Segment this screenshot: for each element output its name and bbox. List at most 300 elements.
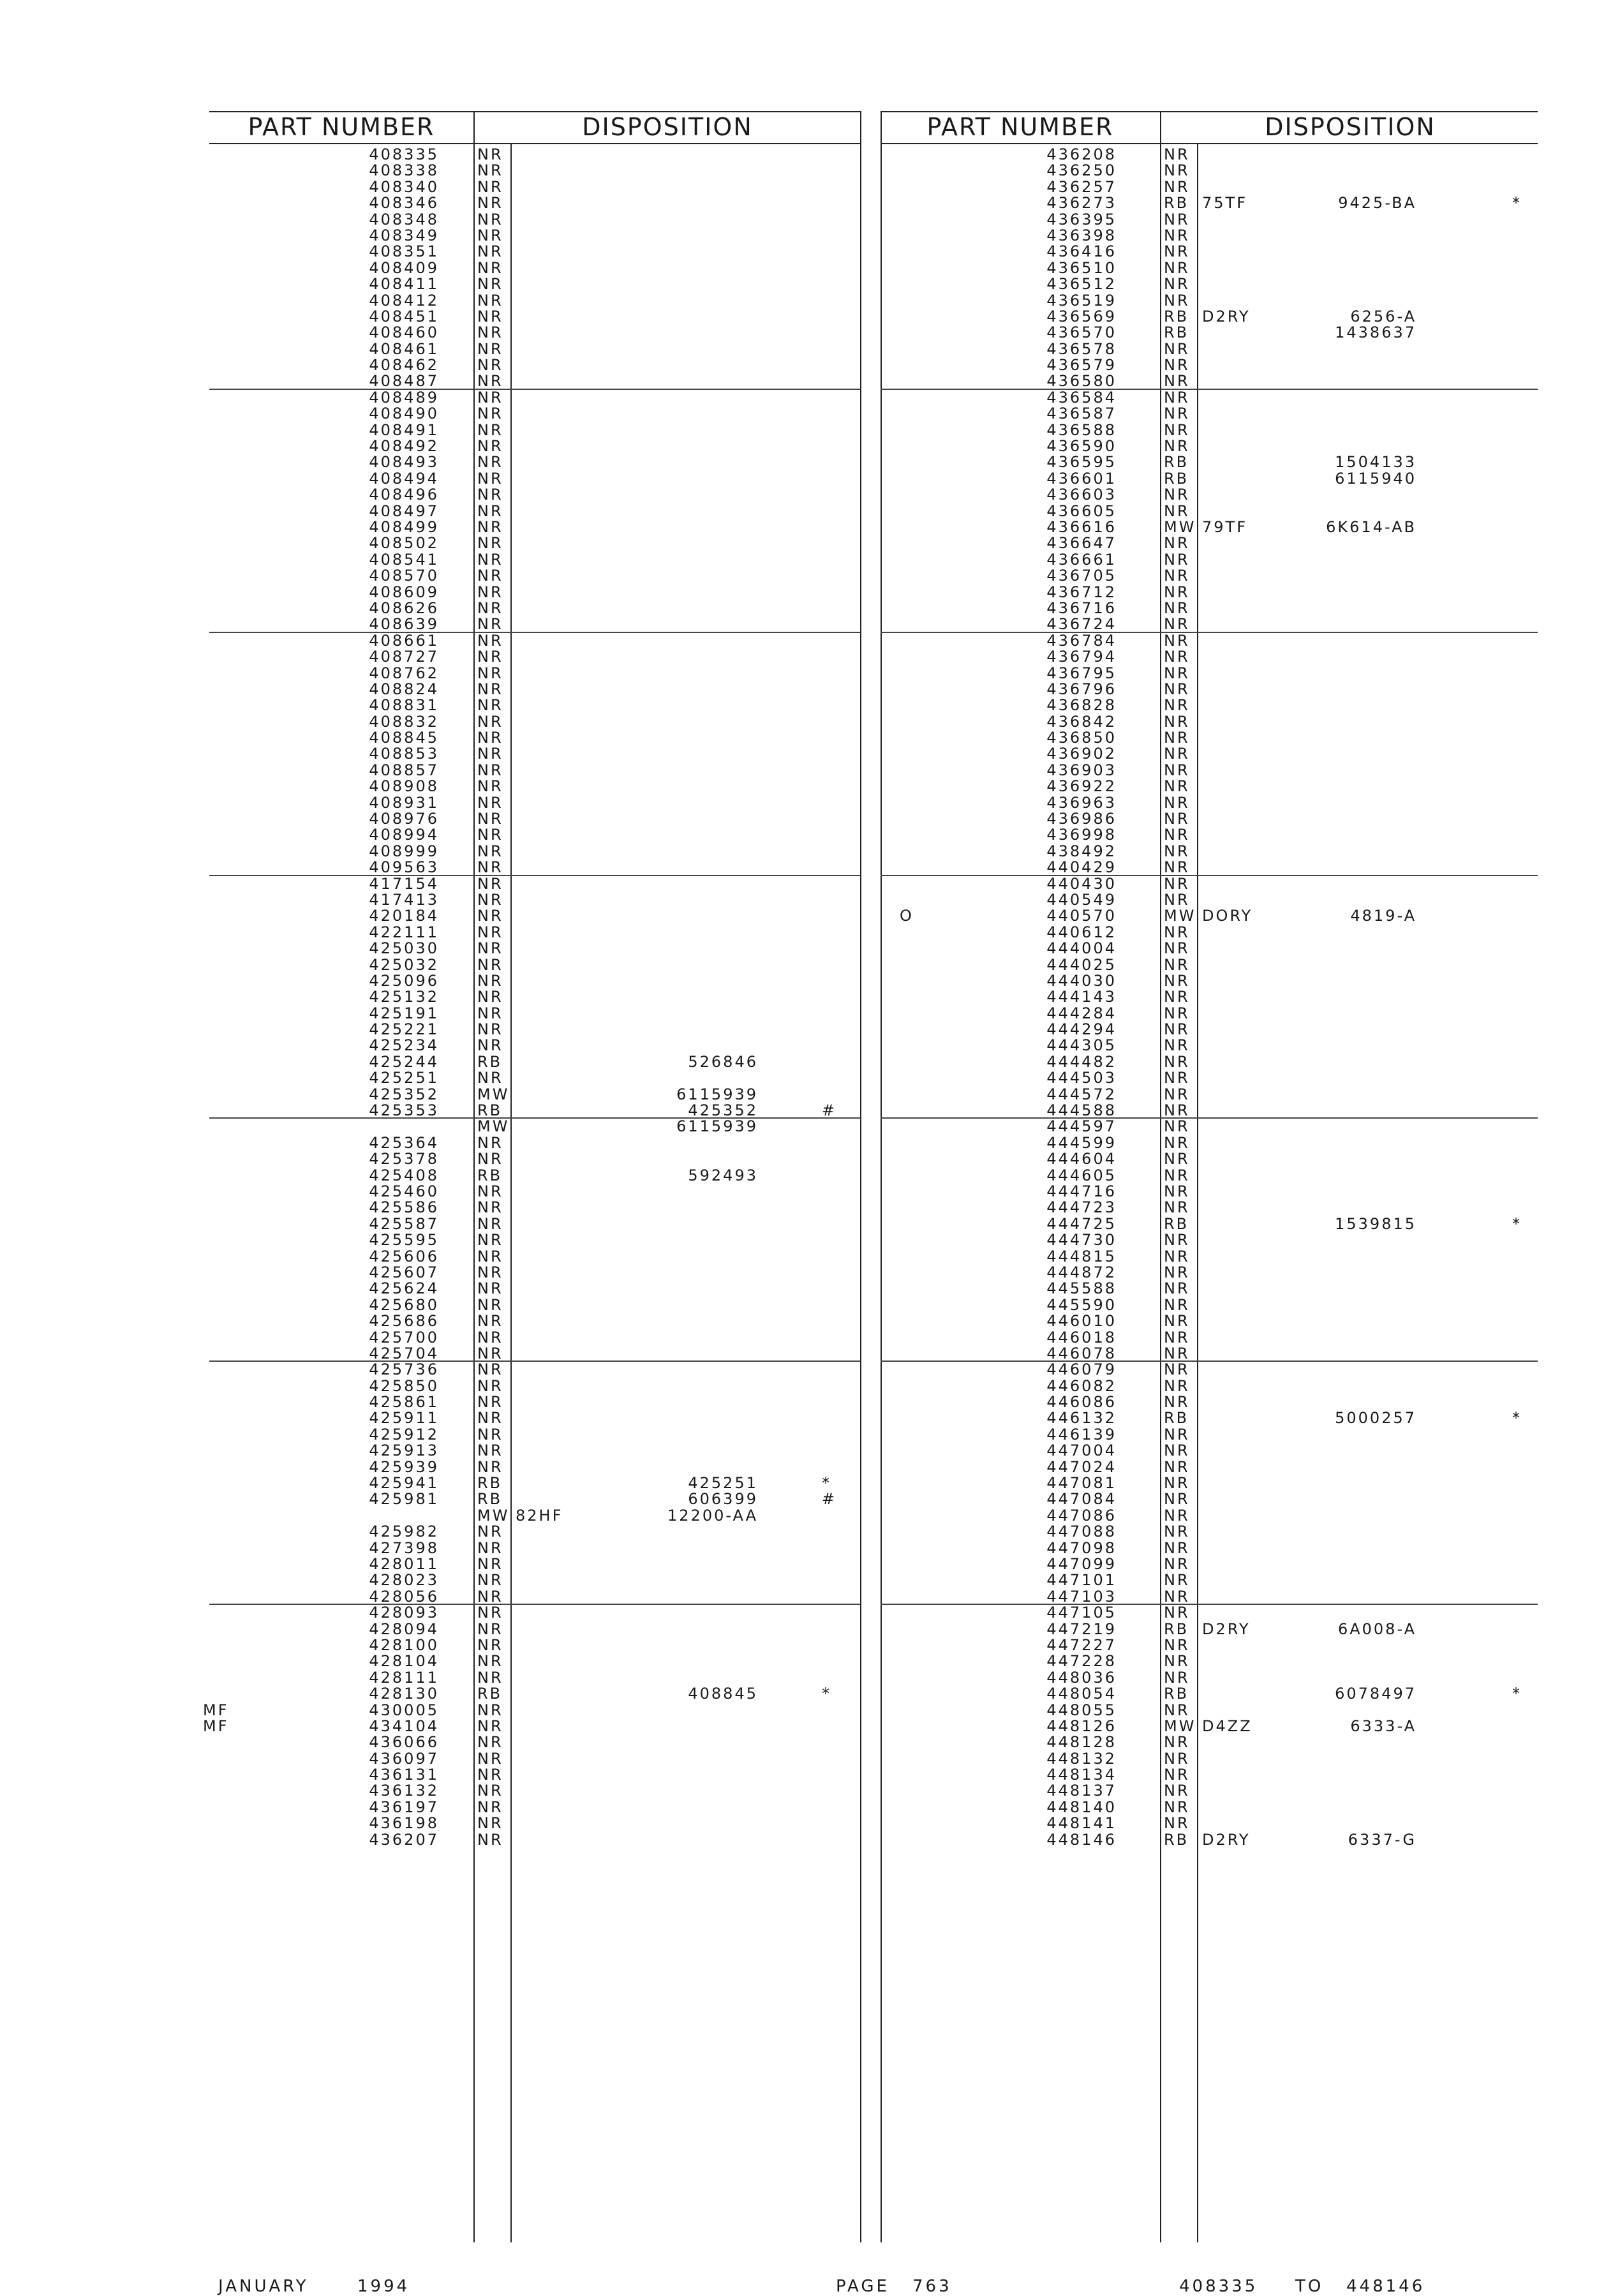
part-number: 446010 [1046,1312,1117,1331]
table-row [203,1701,860,1719]
table-row [209,779,860,794]
part-number: 436842 [1046,712,1117,731]
table-row [209,195,860,211]
part-number: 436519 [1046,291,1117,309]
disposition-code: NR [1164,161,1190,180]
disposition-code: NR [1164,1604,1190,1622]
table-row [209,682,860,697]
part-number: 425911 [369,1409,439,1428]
table-row [209,1265,860,1281]
part-number: 430005 [369,1701,439,1719]
part-number: 448055 [1046,1701,1117,1719]
disposition-code: NR [1164,1133,1190,1152]
disposition-prefix: D2RY [1202,307,1251,325]
part-number: 425364 [369,1133,439,1152]
table-row [209,1362,860,1378]
disposition-code: NR [1164,955,1190,974]
part-number: 444030 [1046,971,1117,990]
table-row [209,811,860,827]
part-number: 448126 [1046,1717,1117,1735]
disposition-code: NR [477,810,503,828]
table-row [209,438,860,454]
disposition-code: NR [1164,1523,1190,1541]
part-number: 444503 [1046,1069,1117,1087]
part-number: 408409 [369,258,439,277]
part-number: 446079 [1046,1360,1117,1379]
table-row [881,535,1538,551]
disposition-code: NR [1164,372,1190,391]
table-row [209,649,860,665]
part-number: 408762 [369,664,439,682]
table-row [881,1718,1538,1734]
part-number: 408349 [369,226,439,244]
table-row [881,163,1538,179]
disposition-code: NR [1164,1587,1190,1606]
table-row [881,1200,1538,1216]
replacement-part: 6256-A [1350,307,1416,325]
disposition-code: NR [1164,1166,1190,1184]
part-number: 408494 [369,469,439,488]
disposition-code: RB [1164,1830,1189,1849]
table-row [881,1783,1538,1799]
part-number: 408451 [369,307,439,325]
part-number: 408727 [369,648,439,666]
disposition-code: NR [1164,1020,1190,1039]
disposition-code: NR [1164,599,1190,617]
disposition-code: NR [1164,405,1190,423]
part-number: 408570 [369,567,439,585]
table-row [881,1540,1538,1556]
disposition-code: NR [477,1620,503,1638]
part-number: 408348 [369,210,439,228]
part-number: 408460 [369,324,439,342]
part-number: 447088 [1046,1523,1117,1541]
table-row [209,325,860,341]
table-row [209,1410,860,1426]
disposition-code: NR [1164,1652,1190,1671]
header-bottom-rule [209,143,860,144]
row-flag: MF [203,1701,229,1719]
disposition-code: NR [1164,971,1190,990]
disposition-code: NR [477,486,503,504]
disposition-code: MW [1164,1717,1196,1735]
part-number: 440430 [1046,874,1117,893]
disposition-code: MW [477,1085,510,1103]
table-row [209,1508,860,1524]
part-number: 428056 [369,1587,439,1606]
disposition-code: NR [477,599,503,617]
part-number: 408824 [369,680,439,698]
part-number: 444025 [1046,955,1117,974]
table-row [881,1151,1538,1167]
part-number: 408994 [369,826,439,844]
part-number: 444004 [1046,939,1117,958]
table-row [881,228,1538,244]
disposition-code: NR [477,1425,503,1443]
part-number: 444284 [1046,1004,1117,1022]
disposition-code: NR [477,1231,503,1249]
disposition-code: NR [1164,793,1190,812]
disposition-code: RB [1164,1409,1189,1428]
table-row [209,147,860,163]
disposition-code: NR [1164,356,1190,375]
disposition-code: NR [1164,1117,1190,1136]
replacement-part: 5000257 [1335,1409,1416,1428]
disposition-code: NR [1164,1442,1190,1460]
table-row [881,1459,1538,1475]
part-number: 444572 [1046,1085,1117,1103]
disposition-code: NR [477,1668,503,1687]
part-number: 444482 [1046,1052,1117,1071]
table-row [209,1800,860,1815]
right-disposition-header: DISPOSITION [1265,113,1436,141]
table-row [881,1751,1538,1767]
part-number: 436647 [1046,534,1117,553]
disposition-code: NR [1164,826,1190,844]
disposition-code: NR [477,1150,503,1168]
disposition-code: NR [477,955,503,974]
table-row [209,876,860,892]
part-number: 408609 [369,583,439,601]
disposition-code: RB [1164,453,1189,472]
part-number: 420184 [369,907,439,925]
disposition-code: NR [477,550,503,569]
table-row [209,1751,860,1767]
table-row [881,1378,1538,1394]
table-row [209,212,860,228]
table-row [209,1540,860,1556]
part-number: 447081 [1046,1474,1117,1493]
part-number: 436198 [369,1814,439,1833]
disposition-prefix: 79TF [1202,518,1248,536]
disposition-code: MW [1164,518,1196,536]
table-row [209,373,860,389]
table-row [209,1297,860,1313]
table-row [209,908,860,924]
table-row [209,925,860,941]
left-disposition-header: DISPOSITION [582,113,753,141]
part-number: 436850 [1046,729,1117,747]
disposition-code: NR [477,988,503,1006]
replacement-part: 1539815 [1335,1214,1416,1233]
disposition-code: NR [1164,1539,1190,1557]
table-row [881,1800,1538,1815]
table-row [209,519,860,535]
part-number: 436207 [369,1830,439,1849]
table-row [881,1572,1538,1588]
table-row [881,1168,1538,1184]
table-row [209,487,860,503]
disposition-code: NR [477,1830,503,1849]
disposition-code: NR [477,1328,503,1346]
table-row [209,1459,860,1475]
part-number: 436590 [1046,437,1117,456]
table-row [209,1216,860,1232]
table-row [209,1653,860,1669]
disposition-code: NR [1164,615,1190,634]
table-row [881,1491,1538,1507]
table-row [881,438,1538,454]
disposition-code: NR [1164,842,1190,860]
disposition-code: NR [477,696,503,715]
disposition-code: NR [1164,534,1190,553]
disposition-code: NR [477,907,503,925]
part-number: 408931 [369,793,439,812]
part-number: 425861 [369,1393,439,1412]
table-row [881,1232,1538,1248]
disposition-code: NR [1164,1101,1190,1120]
disposition-code: NR [477,1004,503,1022]
table-row [209,892,860,908]
table-row [881,1054,1538,1070]
table-row [881,1686,1538,1702]
part-number: 436595 [1046,453,1117,472]
disposition-code: NR [477,712,503,731]
part-number: 447227 [1046,1636,1117,1654]
disposition-code: NR [1164,696,1190,715]
disposition-code: NR [1164,550,1190,569]
disposition-code: NR [477,1539,503,1557]
table-row [881,454,1538,470]
disposition-code: NR [1164,1069,1190,1087]
disposition-prefix: D2RY [1202,1830,1251,1849]
replacement-part: 6A008-A [1337,1620,1416,1638]
table-row [881,730,1538,746]
table-row [881,373,1538,389]
table-row [881,1362,1538,1378]
row-mark: # [822,1490,837,1509]
disposition-code: NR [1164,761,1190,779]
disposition-code: NR [1164,275,1190,294]
table-row [209,1556,860,1572]
part-number: 436273 [1046,194,1117,212]
part-number: 425941 [369,1474,439,1493]
disposition-code: RB [1164,1214,1189,1233]
disposition-code: MW [477,1117,510,1136]
table-row [881,1556,1538,1572]
table-row [881,1022,1538,1038]
part-number: 444723 [1046,1198,1117,1217]
table-row [881,1589,1538,1605]
part-number: 444725 [1046,1214,1117,1233]
table-row [209,422,860,438]
replacement-part: 592493 [688,1166,758,1184]
disposition-code: NR [477,1571,503,1590]
disposition-code: NR [477,745,503,763]
disposition-code: NR [477,1247,503,1265]
disposition-code: NR [477,648,503,666]
part-number: 436784 [1046,631,1117,650]
footer-range-to-label: TO [1295,2277,1324,2296]
table-row [209,1621,860,1637]
table-row [209,1491,860,1507]
row-mark: * [1512,1685,1522,1703]
table-row [209,1443,860,1459]
row-mark: * [822,1474,831,1493]
part-number: 436197 [369,1798,439,1816]
replacement-part: 4819-A [1350,907,1416,925]
disposition-code: NR [1164,648,1190,666]
row-mark: * [822,1685,831,1703]
table-row [209,1038,860,1054]
disposition-code: NR [1164,1425,1190,1443]
disposition-code: NR [477,388,503,406]
disposition-code: NR [477,275,503,294]
disposition-code: NR [1164,502,1190,520]
part-number: 446132 [1046,1409,1117,1428]
disposition-code: NR [477,177,503,196]
table-row [881,568,1538,584]
disposition-code: NR [477,1182,503,1200]
replacement-part: 6K614-AB [1326,518,1416,536]
disposition-code: NR [1164,258,1190,277]
table-row [881,682,1538,697]
table-row [881,260,1538,276]
disposition-code: NR [1164,1766,1190,1784]
part-number: 408908 [369,777,439,796]
table-row [881,357,1538,373]
disposition-code: NR [1164,1344,1190,1362]
disposition-code: NR [477,1360,503,1379]
part-number: 408661 [369,631,439,650]
table-row [209,471,860,487]
table-row [209,1605,860,1621]
disposition-code: NR [1164,1085,1190,1103]
part-number: 440429 [1046,858,1117,877]
table-row [881,1281,1538,1297]
part-number: 425913 [369,1442,439,1460]
part-number: 448137 [1046,1782,1117,1800]
disposition-code: NR [477,971,503,990]
footer-range-to: 448146 [1346,2277,1425,2296]
table-row [209,666,860,682]
table-row [881,1087,1538,1103]
table-row [881,1038,1538,1054]
disposition-code: NR [1164,1376,1190,1395]
part-number: 436603 [1046,486,1117,504]
table-row [881,1815,1538,1831]
part-number: 428100 [369,1636,439,1654]
disposition-code: NR [1164,1636,1190,1654]
part-number: 428130 [369,1685,439,1703]
table-row [209,730,860,746]
part-number: 408351 [369,242,439,261]
disposition-code: NR [1164,1360,1190,1379]
disposition-code: NR [477,405,503,423]
part-number: 444716 [1046,1182,1117,1200]
part-number: 436963 [1046,793,1117,812]
table-row [881,1767,1538,1783]
table-row [881,1184,1538,1200]
part-number: 436569 [1046,307,1117,325]
part-number: 447228 [1046,1652,1117,1671]
part-number: 436570 [1046,324,1117,342]
part-number: 408493 [369,453,439,472]
disposition-code: NR [477,1295,503,1314]
table-row [881,552,1538,568]
part-number: 425981 [369,1490,439,1509]
part-number: 408340 [369,177,439,196]
table-row [881,633,1538,649]
table-row [209,568,860,584]
table-row [209,1427,860,1443]
part-number: 425353 [369,1101,439,1120]
disposition-code: NR [1164,1749,1190,1768]
part-number: 436724 [1046,615,1117,634]
table-row [881,212,1538,228]
part-number: 448146 [1046,1830,1117,1849]
disposition-code: NR [1164,1733,1190,1752]
part-number: 447099 [1046,1554,1117,1573]
disposition-code: NR [477,339,503,358]
disposition-code: NR [477,1442,503,1460]
part-number: 448128 [1046,1733,1117,1752]
part-number: 436588 [1046,421,1117,439]
replacement-part: 9425-BA [1338,194,1416,212]
disposition-code: NR [1164,923,1190,941]
part-number: 425595 [369,1231,439,1249]
table-row [881,666,1538,682]
disposition-code: RB [1164,324,1189,342]
part-number: 425191 [369,1004,439,1022]
part-number: 425912 [369,1425,439,1443]
table-row [209,1135,860,1151]
disposition-code: NR [1164,567,1190,585]
row-flag: O [900,907,914,925]
part-number: 428093 [369,1604,439,1622]
footer-page-number: 763 [912,2277,952,2296]
row-mark: # [822,1101,837,1120]
table-row [881,1508,1538,1524]
part-number: 408541 [369,550,439,569]
part-number: 436716 [1046,599,1117,617]
part-number: 440612 [1046,923,1117,941]
disposition-code: NR [1164,226,1190,244]
table-row [209,1184,860,1200]
part-number: 436998 [1046,826,1117,844]
disposition-code: NR [1164,1312,1190,1331]
part-number: 408496 [369,486,439,504]
disposition-code: NR [1164,1279,1190,1298]
disposition-code: NR [1164,631,1190,650]
footer-range-from: 408335 [1179,2277,1258,2296]
replacement-part: 425352 [688,1101,758,1120]
part-number: 436605 [1046,502,1117,520]
disposition-code: NR [1164,858,1190,877]
left-part-number-header: PART NUMBER [248,113,435,141]
part-number: 446139 [1046,1425,1117,1443]
disposition-code: NR [1164,1393,1190,1412]
disposition-code: NR [477,1798,503,1816]
disposition-code: NR [1164,1182,1190,1200]
disposition-prefix: D2RY [1202,1620,1251,1638]
disposition-code: NR [1164,777,1190,796]
table-row [881,1605,1538,1621]
table-row [881,1006,1538,1022]
table-row [209,406,860,422]
table-row [881,795,1538,811]
table-row [881,471,1538,487]
disposition-code: NR [477,518,503,536]
table-row [881,1313,1538,1329]
part-number: 444872 [1046,1263,1117,1281]
replacement-part: 1504133 [1335,453,1416,472]
replacement-part: 6337-G [1348,1830,1416,1849]
table-row [209,228,860,244]
footer-year: 1994 [357,2277,410,2296]
disposition-code: RB [1164,194,1189,212]
part-number: 408999 [369,842,439,860]
